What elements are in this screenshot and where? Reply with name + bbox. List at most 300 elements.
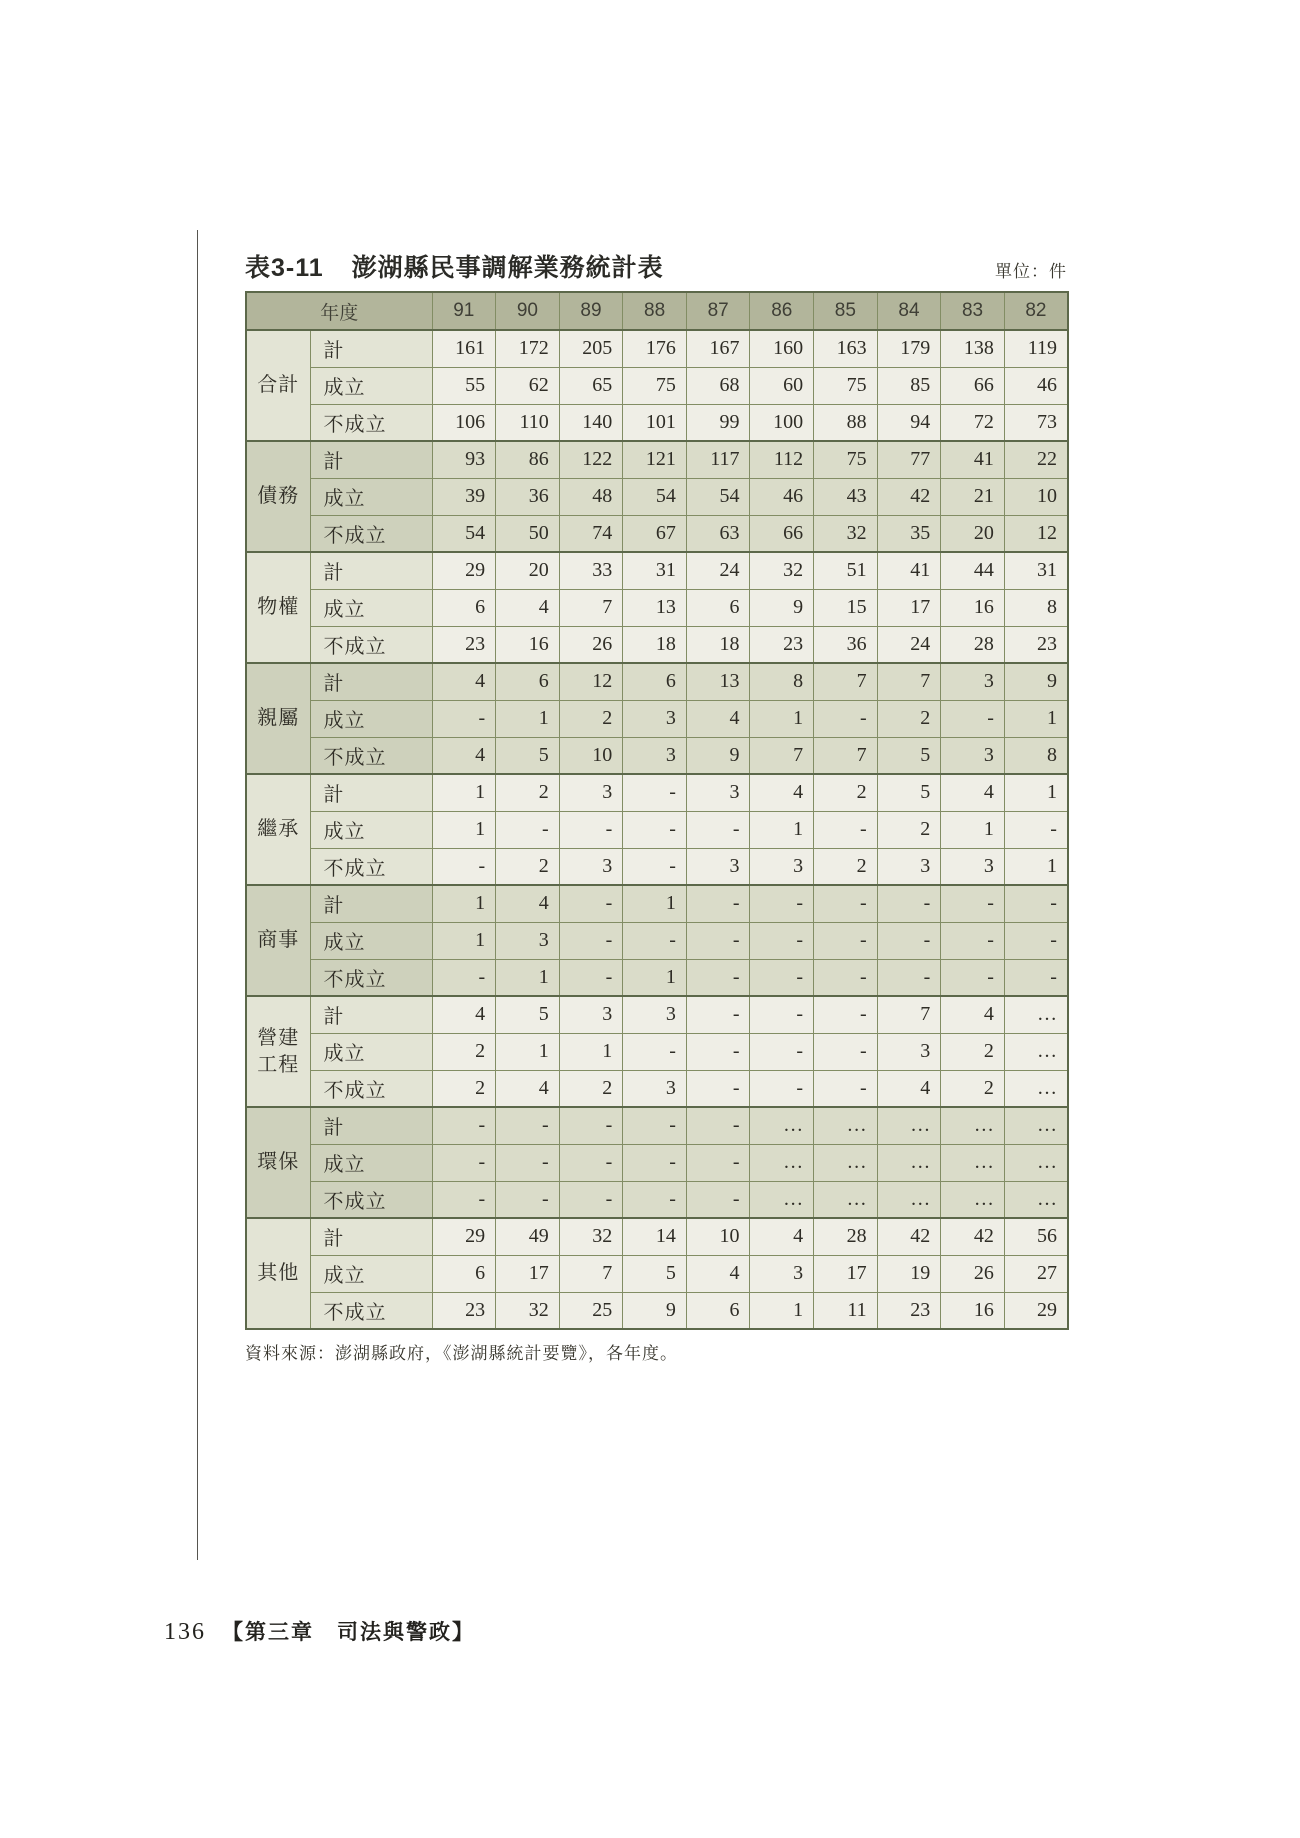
value-cell: -: [559, 959, 623, 996]
value-cell: 3: [877, 1033, 941, 1070]
value-cell: -: [941, 922, 1005, 959]
value-cell: 167: [686, 330, 750, 367]
group-label: 物權: [246, 552, 310, 663]
value-cell: 119: [1004, 330, 1068, 367]
value-cell: 2: [877, 811, 941, 848]
value-cell: 5: [496, 996, 560, 1033]
table-section: [245, 252, 1067, 1364]
value-cell: -: [686, 1070, 750, 1107]
table-row: [246, 700, 1068, 737]
value-cell: 12: [1004, 515, 1068, 552]
value-cell: 3: [623, 996, 687, 1033]
table-row: [246, 1292, 1068, 1329]
value-cell: 17: [814, 1255, 878, 1292]
table-row: [246, 330, 1068, 367]
value-cell: 39: [432, 478, 496, 515]
value-cell: -: [877, 922, 941, 959]
value-cell: -: [623, 848, 687, 885]
value-cell: -: [1004, 885, 1068, 922]
value-cell: 1: [623, 959, 687, 996]
row-label: 不成立: [310, 626, 432, 663]
value-cell: -: [686, 996, 750, 1033]
value-cell: 66: [750, 515, 814, 552]
value-cell: 46: [750, 478, 814, 515]
value-cell: 23: [1004, 626, 1068, 663]
year-column-header: 84: [877, 292, 941, 330]
value-cell: …: [814, 1107, 878, 1144]
value-cell: 4: [496, 589, 560, 626]
value-cell: -: [496, 1181, 560, 1218]
value-cell: 41: [877, 552, 941, 589]
row-label: 計: [310, 552, 432, 589]
value-cell: 3: [559, 996, 623, 1033]
value-cell: 8: [1004, 589, 1068, 626]
value-cell: 1: [941, 811, 1005, 848]
value-cell: 54: [432, 515, 496, 552]
year-column-header: 83: [941, 292, 1005, 330]
value-cell: -: [432, 959, 496, 996]
value-cell: …: [1004, 1107, 1068, 1144]
value-cell: 6: [686, 1292, 750, 1329]
value-cell: 29: [432, 1218, 496, 1255]
value-cell: 3: [750, 1255, 814, 1292]
value-cell: -: [750, 996, 814, 1033]
value-cell: 22: [1004, 441, 1068, 478]
value-cell: 4: [877, 1070, 941, 1107]
row-label: 不成立: [310, 848, 432, 885]
value-cell: -: [814, 811, 878, 848]
value-cell: 18: [686, 626, 750, 663]
value-cell: 3: [750, 848, 814, 885]
value-cell: 110: [496, 404, 560, 441]
value-cell: 23: [877, 1292, 941, 1329]
value-cell: …: [750, 1181, 814, 1218]
value-cell: 14: [623, 1218, 687, 1255]
value-cell: 35: [877, 515, 941, 552]
value-cell: 62: [496, 367, 560, 404]
value-cell: 8: [1004, 737, 1068, 774]
value-cell: 18: [623, 626, 687, 663]
value-cell: -: [559, 1181, 623, 1218]
value-cell: 67: [623, 515, 687, 552]
value-cell: 3: [559, 774, 623, 811]
value-cell: -: [686, 1033, 750, 1070]
value-cell: -: [432, 700, 496, 737]
year-axis-label: 年度: [246, 292, 432, 330]
value-cell: -: [941, 885, 1005, 922]
value-cell: 15: [814, 589, 878, 626]
value-cell: 5: [623, 1255, 687, 1292]
value-cell: 100: [750, 404, 814, 441]
value-cell: 5: [496, 737, 560, 774]
value-cell: 50: [496, 515, 560, 552]
group-label: 商事: [246, 885, 310, 996]
value-cell: -: [623, 1107, 687, 1144]
table-row: [246, 811, 1068, 848]
mediation-statistics-table: [245, 291, 1069, 1330]
value-cell: -: [814, 885, 878, 922]
row-label: 計: [310, 885, 432, 922]
table-row: [246, 885, 1068, 922]
value-cell: …: [1004, 1033, 1068, 1070]
value-cell: -: [559, 1107, 623, 1144]
value-cell: 4: [686, 700, 750, 737]
value-cell: -: [686, 1144, 750, 1181]
value-cell: 12: [559, 663, 623, 700]
value-cell: 49: [496, 1218, 560, 1255]
value-cell: 138: [941, 330, 1005, 367]
value-cell: 2: [941, 1070, 1005, 1107]
value-cell: -: [559, 1144, 623, 1181]
value-cell: 4: [686, 1255, 750, 1292]
value-cell: 3: [496, 922, 560, 959]
value-cell: 65: [559, 367, 623, 404]
value-cell: -: [814, 700, 878, 737]
table-title: [245, 252, 664, 284]
value-cell: 9: [623, 1292, 687, 1329]
value-cell: 2: [814, 848, 878, 885]
value-cell: 54: [623, 478, 687, 515]
value-cell: 1: [1004, 774, 1068, 811]
value-cell: 9: [686, 737, 750, 774]
year-column-header: 89: [559, 292, 623, 330]
value-cell: -: [814, 996, 878, 1033]
row-label: 計: [310, 330, 432, 367]
value-cell: 44: [941, 552, 1005, 589]
value-cell: 20: [496, 552, 560, 589]
chapter-title: 【第三章 司法與警政】: [222, 1620, 475, 1644]
value-cell: 6: [686, 589, 750, 626]
table-row: [246, 848, 1068, 885]
value-cell: 27: [1004, 1255, 1068, 1292]
value-cell: 42: [877, 478, 941, 515]
row-label: 計: [310, 663, 432, 700]
value-cell: 10: [559, 737, 623, 774]
value-cell: 17: [877, 589, 941, 626]
value-cell: 3: [877, 848, 941, 885]
value-cell: 3: [941, 663, 1005, 700]
row-label: 不成立: [310, 404, 432, 441]
value-cell: …: [750, 1144, 814, 1181]
value-cell: -: [432, 1181, 496, 1218]
table-row: [246, 367, 1068, 404]
value-cell: 43: [814, 478, 878, 515]
row-label: 計: [310, 996, 432, 1033]
value-cell: 31: [623, 552, 687, 589]
value-cell: 99: [686, 404, 750, 441]
value-cell: 117: [686, 441, 750, 478]
value-cell: …: [941, 1181, 1005, 1218]
value-cell: 1: [496, 700, 560, 737]
year-column-header: 85: [814, 292, 878, 330]
value-cell: …: [877, 1107, 941, 1144]
value-cell: 2: [432, 1070, 496, 1107]
value-cell: 4: [432, 737, 496, 774]
value-cell: 3: [623, 737, 687, 774]
value-cell: -: [432, 848, 496, 885]
table-row: [246, 552, 1068, 589]
value-cell: 4: [750, 1218, 814, 1255]
value-cell: 75: [623, 367, 687, 404]
value-cell: 24: [686, 552, 750, 589]
value-cell: -: [559, 885, 623, 922]
row-label: 不成立: [310, 1070, 432, 1107]
value-cell: 74: [559, 515, 623, 552]
value-cell: …: [1004, 996, 1068, 1033]
value-cell: 6: [432, 589, 496, 626]
table-row: [246, 1144, 1068, 1181]
value-cell: 17: [496, 1255, 560, 1292]
value-cell: 20: [941, 515, 1005, 552]
value-cell: 3: [941, 737, 1005, 774]
value-cell: 3: [623, 700, 687, 737]
value-cell: -: [623, 811, 687, 848]
value-cell: 1: [1004, 700, 1068, 737]
value-cell: 9: [750, 589, 814, 626]
value-cell: -: [1004, 959, 1068, 996]
row-label: 計: [310, 1107, 432, 1144]
table-row: [246, 1255, 1068, 1292]
value-cell: 5: [877, 737, 941, 774]
value-cell: 93: [432, 441, 496, 478]
table-row: [246, 922, 1068, 959]
value-cell: 3: [559, 848, 623, 885]
row-label: 成立: [310, 700, 432, 737]
value-cell: -: [877, 959, 941, 996]
page-footer: [164, 1616, 475, 1646]
value-cell: 160: [750, 330, 814, 367]
row-label: 計: [310, 1218, 432, 1255]
value-cell: -: [623, 774, 687, 811]
value-cell: -: [814, 1033, 878, 1070]
table-header: [246, 292, 1068, 330]
group-label: 合計: [246, 330, 310, 441]
row-label: 成立: [310, 478, 432, 515]
row-label: 計: [310, 774, 432, 811]
value-cell: 63: [686, 515, 750, 552]
value-cell: 7: [814, 737, 878, 774]
value-cell: 60: [750, 367, 814, 404]
value-cell: 23: [432, 1292, 496, 1329]
value-cell: -: [496, 1107, 560, 1144]
value-cell: 1: [750, 811, 814, 848]
group-label: 債務: [246, 441, 310, 552]
value-cell: 4: [496, 1070, 560, 1107]
value-cell: 42: [877, 1218, 941, 1255]
value-cell: 55: [432, 367, 496, 404]
value-cell: 4: [432, 996, 496, 1033]
group-label: 親屬: [246, 663, 310, 774]
value-cell: -: [496, 811, 560, 848]
value-cell: …: [877, 1144, 941, 1181]
value-cell: 42: [941, 1218, 1005, 1255]
table-row: [246, 1033, 1068, 1070]
value-cell: 4: [496, 885, 560, 922]
value-cell: 13: [623, 589, 687, 626]
row-label: 不成立: [310, 1292, 432, 1329]
value-cell: 28: [941, 626, 1005, 663]
year-column-header: 82: [1004, 292, 1068, 330]
value-cell: 19: [877, 1255, 941, 1292]
value-cell: -: [623, 1144, 687, 1181]
value-cell: …: [941, 1144, 1005, 1181]
group-label: 營建工程: [246, 996, 310, 1107]
left-margin-rule: [197, 230, 198, 1560]
value-cell: -: [750, 885, 814, 922]
value-cell: -: [1004, 922, 1068, 959]
table-row: [246, 1070, 1068, 1107]
value-cell: 5: [877, 774, 941, 811]
table-row: [246, 515, 1068, 552]
table-row: [246, 663, 1068, 700]
value-cell: 13: [686, 663, 750, 700]
value-cell: 46: [1004, 367, 1068, 404]
value-cell: 3: [686, 848, 750, 885]
value-cell: 1: [432, 885, 496, 922]
year-column-header: 88: [623, 292, 687, 330]
table-row: [246, 996, 1068, 1033]
value-cell: 1: [432, 774, 496, 811]
value-cell: 66: [941, 367, 1005, 404]
value-cell: …: [877, 1181, 941, 1218]
header-row: [246, 292, 1068, 330]
value-cell: …: [814, 1181, 878, 1218]
value-cell: -: [1004, 811, 1068, 848]
value-cell: 10: [686, 1218, 750, 1255]
value-cell: -: [750, 1070, 814, 1107]
value-cell: 75: [814, 367, 878, 404]
table-body: [246, 330, 1068, 1329]
value-cell: 176: [623, 330, 687, 367]
value-cell: -: [559, 811, 623, 848]
value-cell: 1: [496, 1033, 560, 1070]
value-cell: 2: [814, 774, 878, 811]
table-row: [246, 1107, 1068, 1144]
value-cell: -: [686, 922, 750, 959]
value-cell: 2: [877, 700, 941, 737]
table-number: 表3-11: [245, 254, 324, 282]
value-cell: 7: [877, 663, 941, 700]
value-cell: 36: [496, 478, 560, 515]
table-title-row: [245, 252, 1067, 284]
group-label: 繼承: [246, 774, 310, 885]
value-cell: 21: [941, 478, 1005, 515]
value-cell: 16: [941, 589, 1005, 626]
group-label: 環保: [246, 1107, 310, 1218]
value-cell: 1: [432, 811, 496, 848]
value-cell: -: [559, 922, 623, 959]
unit-label: 單位：件: [995, 262, 1067, 281]
value-cell: …: [1004, 1144, 1068, 1181]
value-cell: 3: [686, 774, 750, 811]
row-label: 成立: [310, 1144, 432, 1181]
value-cell: -: [623, 1033, 687, 1070]
value-cell: -: [623, 1181, 687, 1218]
value-cell: 11: [814, 1292, 878, 1329]
row-label: 成立: [310, 589, 432, 626]
value-cell: 140: [559, 404, 623, 441]
value-cell: 4: [432, 663, 496, 700]
table-row: [246, 589, 1068, 626]
row-label: 成立: [310, 1255, 432, 1292]
table-row: [246, 774, 1068, 811]
value-cell: -: [814, 959, 878, 996]
value-cell: 6: [432, 1255, 496, 1292]
value-cell: …: [750, 1107, 814, 1144]
value-cell: 172: [496, 330, 560, 367]
value-cell: -: [750, 959, 814, 996]
group-label: 其他: [246, 1218, 310, 1329]
value-cell: -: [686, 959, 750, 996]
value-cell: 1: [623, 885, 687, 922]
value-cell: -: [623, 922, 687, 959]
value-cell: 26: [559, 626, 623, 663]
value-cell: -: [432, 1144, 496, 1181]
value-cell: 75: [814, 441, 878, 478]
value-cell: 179: [877, 330, 941, 367]
value-cell: -: [686, 885, 750, 922]
value-cell: 1: [750, 700, 814, 737]
value-cell: 3: [941, 848, 1005, 885]
table-row: [246, 478, 1068, 515]
value-cell: -: [877, 885, 941, 922]
value-cell: 1: [496, 959, 560, 996]
row-label: 計: [310, 441, 432, 478]
value-cell: 2: [559, 700, 623, 737]
value-cell: 32: [814, 515, 878, 552]
value-cell: 7: [877, 996, 941, 1033]
value-cell: 205: [559, 330, 623, 367]
value-cell: 32: [496, 1292, 560, 1329]
value-cell: 7: [814, 663, 878, 700]
table-row: [246, 959, 1068, 996]
value-cell: …: [814, 1144, 878, 1181]
page-number: 136: [164, 1619, 206, 1645]
row-label: 成立: [310, 811, 432, 848]
table-row: [246, 441, 1068, 478]
value-cell: 101: [623, 404, 687, 441]
value-cell: 77: [877, 441, 941, 478]
value-cell: -: [750, 922, 814, 959]
value-cell: 85: [877, 367, 941, 404]
value-cell: 26: [941, 1255, 1005, 1292]
value-cell: 4: [750, 774, 814, 811]
value-cell: 2: [559, 1070, 623, 1107]
value-cell: 106: [432, 404, 496, 441]
value-cell: 25: [559, 1292, 623, 1329]
value-cell: 1: [559, 1033, 623, 1070]
value-cell: -: [496, 1144, 560, 1181]
value-cell: 41: [941, 441, 1005, 478]
value-cell: 51: [814, 552, 878, 589]
value-cell: 28: [814, 1218, 878, 1255]
row-label: 不成立: [310, 959, 432, 996]
table-row: [246, 626, 1068, 663]
value-cell: 7: [559, 1255, 623, 1292]
value-cell: 94: [877, 404, 941, 441]
year-column-header: 86: [750, 292, 814, 330]
value-cell: 122: [559, 441, 623, 478]
value-cell: 23: [750, 626, 814, 663]
year-column-header: 90: [496, 292, 560, 330]
value-cell: 4: [941, 996, 1005, 1033]
value-cell: 3: [623, 1070, 687, 1107]
row-label: 不成立: [310, 737, 432, 774]
value-cell: 31: [1004, 552, 1068, 589]
value-cell: 16: [496, 626, 560, 663]
value-cell: 36: [814, 626, 878, 663]
row-label: 成立: [310, 922, 432, 959]
